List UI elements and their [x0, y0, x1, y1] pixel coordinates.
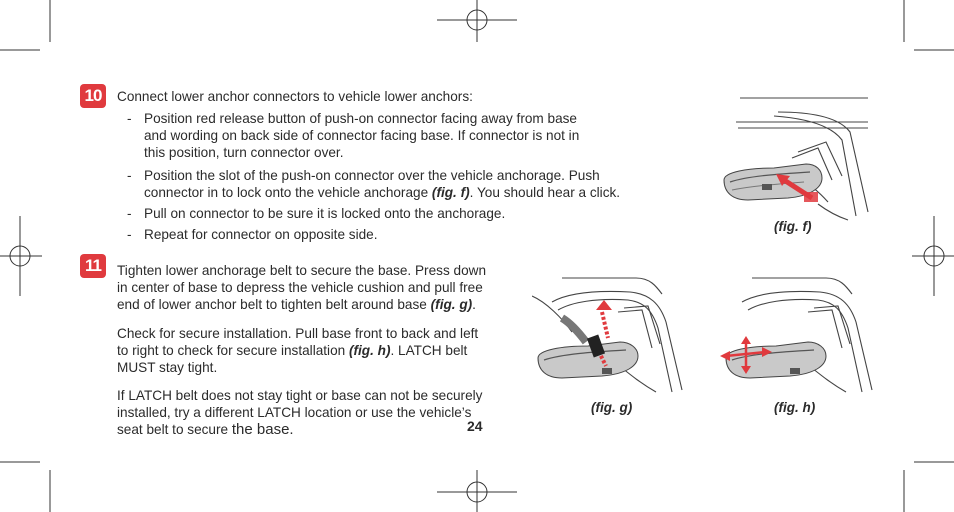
para-2-line-3: MUST stay tight. [117, 360, 218, 375]
para-3-line-1: If LATCH belt does not stay tight or base can not be securely [117, 388, 483, 403]
para-1-line-1: Tighten lower anchorage belt to secure the base. Press down [117, 263, 487, 278]
bullet-2-line-2 [144, 184, 620, 201]
bullet-dash: - [127, 168, 132, 183]
bullet-1-line-3: this position, turn connector over. [144, 145, 344, 160]
fig-h-reference: (fig. h) [348, 343, 391, 358]
bullet-3-text: Pull on connector to be sure it is locked onto the anchorage. [144, 206, 506, 221]
para-1-line-2: in center of base to depress the vehicle cushion and pull free [117, 280, 483, 295]
bullet-4-text: Repeat for connector on opposite side. [144, 227, 378, 242]
step-11-paragraph-3 [117, 387, 482, 438]
bullet-1-line-2: and wording on back side of connector facing base. If connector is not in [144, 128, 580, 143]
bullet-dash: - [127, 111, 132, 126]
figure-f-caption: (fig. f) [774, 219, 812, 234]
para-1-line-3-text: end of lower anchor belt to tighten belt around base [117, 297, 431, 312]
bullet-1-line-1: Position red release button of push-on connector facing away from base [144, 111, 577, 126]
car-seat-base [726, 342, 826, 378]
step-11-badge: 11 [80, 254, 106, 278]
figure-f-illustration [718, 92, 878, 224]
para-1-line-3 [117, 296, 486, 313]
step-11-paragraph-1 [117, 262, 486, 313]
car-seat-base [538, 342, 638, 378]
press-down-arrow [602, 312, 608, 338]
para-2-line-2-text: to right to check for secure installation [117, 343, 349, 358]
figure-g-illustration [532, 272, 700, 394]
registration-mark-left [0, 216, 42, 296]
bullet-2-line-2-end: . You should hear a click. [469, 185, 621, 200]
bullet-dash: - [127, 227, 132, 242]
para-3-line-3 [117, 421, 482, 438]
figure-h-illustration [718, 272, 884, 394]
step-10-intro: Connect lower anchor connectors to vehicle lower anchors: [117, 89, 473, 104]
hand-icon [562, 318, 586, 342]
registration-mark-right [912, 216, 954, 296]
para-3-line-3-end: the base. [231, 421, 294, 438]
para-1-line-3-end: . [472, 297, 476, 312]
para-2-line-2 [117, 342, 478, 359]
step-10-badge: 10 [80, 84, 106, 108]
arrow-up-head [596, 300, 612, 310]
fig-g-reference: (fig. g) [430, 297, 473, 312]
step-11-paragraph-2 [117, 325, 478, 376]
para-2-line-2-end: . LATCH belt [390, 343, 468, 358]
connector-icon [804, 192, 818, 202]
figure-g-caption: (fig. g) [591, 400, 633, 415]
fig-f-reference: (fig. f) [431, 185, 470, 200]
para-3-line-3-text: seat belt to secure [117, 422, 232, 437]
page-number: 24 [467, 418, 483, 434]
bullet-2-line-1: Position the slot of the push-on connector over the vehicle anchorage. Push [144, 168, 600, 183]
bullet-dash: - [127, 206, 132, 221]
figure-h-caption: (fig. h) [774, 400, 816, 415]
para-2-line-1: Check for secure installation. Pull base front to back and left [117, 326, 479, 341]
bullet-2-line-2-text: connector in to lock onto the vehicle anchorage [144, 185, 432, 200]
registration-mark-bottom [437, 470, 517, 512]
para-3-line-2: installed, try a different LATCH location or use the vehicle’s [117, 405, 472, 420]
registration-mark-top [437, 0, 517, 42]
